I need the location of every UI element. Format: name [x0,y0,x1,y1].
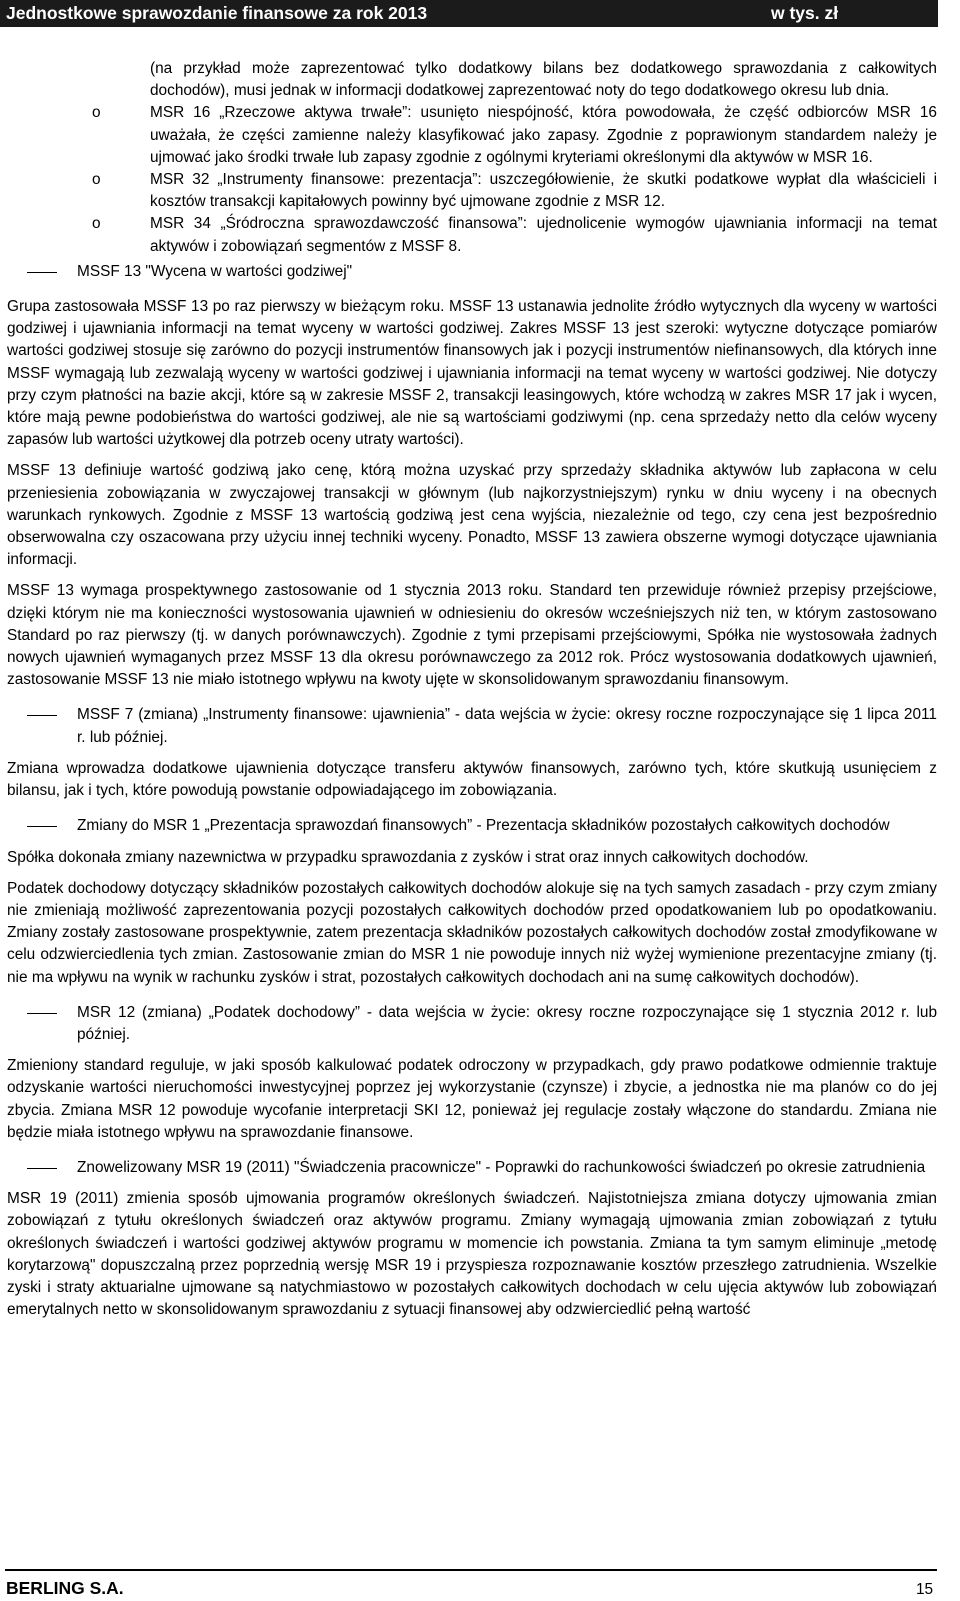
dash-marker [27,1168,57,1169]
dash-marker [27,826,57,827]
header-title: Jednostkowe sprawozdanie finansowe za rok 2013 [6,3,428,23]
list-item [7,102,937,169]
footer-divider [5,1569,937,1571]
footer-company: BERLING S.A. [6,1578,124,1598]
section-heading [7,704,937,748]
list-item-text: MSR 32 „Instrumenty finansowe: prezentacja”: uszczegółowienie, że skutki podatkowe wypłat dla właścicieli i kosztów transakcji kapitałowych powinny być ujmowane zgodnie z MSR 12. [150,171,937,211]
list-bullet: o [92,215,101,233]
document-body [7,58,937,1321]
section-heading-text: Znowelizowany MSR 19 (2011) "Świadczenia pracownicze" - Poprawki do rachunkowości świadczeń po okresie zatrudnienia [77,1158,926,1176]
amendments-list [7,58,937,258]
list-item [7,213,937,257]
paragraph: Spółka dokonała zmiany nazewnictwa w przypadku sprawozdania z zysków i strat oraz innych całkowitych dochodów. [7,848,809,866]
section-heading [7,1002,937,1046]
list-bullet: o [92,104,101,122]
paragraph: Podatek dochodowy dotyczący składników pozostałych całkowitych dochodów alokuje się na tych samych zasadach - przy czym zmiany nie zmieniają możliwość zaprezentowania pozycji pozostałych całkowitych dochodów przed opodatkowaniem lub po opodatkowaniu. Zmiany zostały zastosowane prospektywnie, zatem prezentacja składników pozostałych całkowitych dochodów został zmodyfikowane w celu odzwierciedlenia tych zmian. Zastosowanie zmian do MSR 1 nie powoduje innych niż wyżej wymienione prezentacyjne zmiany (tj. nie ma wpływu na wynik w rachunku zysków i strat, pozostałych całkowitych dochodach ani na sumę całkowitych dochodów). [7,879,937,986]
dash-marker [27,715,57,716]
list-item [7,169,937,213]
page-header [0,0,938,27]
paragraph: Zmiana wprowadza dodatkowe ujawnienia dotyczące transferu aktywów finansowych, zarówno tych, które skutkują usunięciem z bilansu, jak i tych, które powodują powstanie odpowiadającego im zobowiązania. [7,759,937,800]
paragraph: Grupa zastosowała MSSF 13 po raz pierwszy w bieżącym roku. MSSF 13 ustanawia jednolite źródło wytycznych dla wyceny w wartości godziwej i ujawniania informacji na temat wyceny w wartości godziwej. Zakres MSSF 13 jest szeroki: wytyczne dotyczące pomiarów wartości godziwej stosuje się zarówno do pozycji instrumentów finansowych jak i pozycji instrumentów niefinansowych, dla których inne MSSF wymagają lub zezwalają wyceny w wartości godziwej i ujawniania informacji na temat wyceny w wartości godziwej. Nie dotyczy przy czym płatności na bazie akcji, które są w zakresie MSSF 2, transakcji leasingowych, które wchodzą w zakres MSR 17 jak i wycen, które mają pewne podobieństwa do wartości godziwej, ale nie są wartościami godziwymi (np. cena sprzedaży netto dla celów wyceny zapasów lub wartości użytkowej dla potrzeb oceny utraty wartości). [7,298,937,449]
section-heading [7,1157,937,1179]
page-number: 15 [916,1581,934,1598]
section-heading-text: MSSF 13 "Wycena w wartości godziwej" [77,262,353,280]
section-heading [7,815,937,837]
section-heading-text: Zmiany do MSR 1 „Prezentacja sprawozdań finansowych” - Prezentacja składników pozostałych całkowitych dochodów [77,817,890,835]
list-item-text: MSR 34 „Śródroczna sprawozdawczość finansowa”: ujednolicenie wymogów ujawniania informacji na temat aktywów i zobowiązań segmentów z MSSF 8. [150,215,937,255]
paragraph: MSSF 13 definiuje wartość godziwą jako cenę, którą można uzyskać przy sprzedaży składnika aktywów lub zapłacona w celu przeniesienia zobowiązania w zwyczajowej transakcji w głównym (lub najkorzystniejszym) rynku w dniu wyceny i na obecnych warunkach rynkowych. Zgodnie z MSSF 13 wartością godziwą jest cena wyjścia, niezależnie od tego, czy cena jest bezpośrednio obserwowalna czy oszacowana przy użyciu innej techniki wyceny. Ponadto, MSSF 13 zawiera obszerne wymogi dotyczące ujawniania informacji. [7,462,937,569]
paragraph: MSSF 13 wymaga prospektywnego zastosowanie od 1 stycznia 2013 roku. Standard ten przewiduje również przepisy przejściowe, dzięki którym nie ma konieczności wystosowania ujawnień w odniesieniu do okresów wcześniejszych niż ten, w którym zastosowano Standard po raz pierwszy (tj. w danych porównawczych). Zgodnie z tymi przepisami przejściowymi, Spółka nie wystosowała żadnych nowych ujawnień wymaganych przez MSSF 13 dla okresu porównawczego za 2012 rok. Prócz wystosowania dodatkowych ujawnień, zastosowanie MSSF 13 nie miało istotnego wpływu na kwoty ujęte w skonsolidowanym sprawozdaniu finansowym. [7,582,937,689]
section-heading-text: MSSF 7 (zmiana) „Instrumenty finansowe: ujawnienia” - data wejścia w życie: okresy roczne rozpoczynające się 1 lipca 2011 r. lub później. [77,706,937,746]
dash-marker [27,1013,57,1014]
section-heading-text: MSR 12 (zmiana) „Podatek dochodowy” - data wejścia w życie: okresy roczne rozpoczynające się 1 stycznia 2012 r. lub później. [77,1003,937,1043]
list-bullet: o [92,171,101,189]
dash-marker [27,272,57,273]
list-item [7,58,937,102]
paragraph: Zmieniony standard reguluje, w jaki sposób kalkulować podatek odroczony w przypadkach, gdy prawo podatkowe odmiennie traktuje odzyskanie wartości nieruchomości inwestycyjnej poprzez jej wykorzystanie (czynsze) i zbycie, a jednostka nie ma planów co do jej zbycia. Zmiana MSR 12 powoduje wycofanie interpretacji SKI 12, ponieważ jej regulacje zostały włączone do standardu. Zmiana nie będzie miała istotnego wpływu na sprawozdanie finansowe. [7,1057,937,1141]
list-item-text: MSR 16 „Rzeczowe aktywa trwałe”: usunięto niespójność, która powodowała, że część odbiorców MSR 16 uważała, że części zamienne należy klasyfikować jako zapasy. Zgodnie z poprawionym standardem należy je ujmować jako środki trwałe lub zapasy zgodnie z ogólnymi kryteriami określonymi dla aktywów w MSR 16. [150,104,937,166]
header-unit: w tys. zł [771,3,839,23]
paragraph: MSR 19 (2011) zmienia sposób ujmowania programów określonych świadczeń. Najistotniejsza zmiana dotyczy ujmowania zmian zobowiązań z tytułu określonych świadczeń oraz aktywów programu. Zmiany wymagają ujmowania zmian zobowiązań z tytułu określonych świadczeń i wartości godziwej aktywów programu w momencie ich powstania. Zmiana ta tym samym eliminuje „metodę korytarzową" dopuszczalną przez poprzednią wersję MSR 19 i przyspiesza rozpoznawanie kosztów przeszłego zatrudnienia. Wszelkie zyski i straty aktuarialne ujmowane są natychmiastowo w pozostałych całkowitych dochodach w celu ujęcia aktywów lub zobowiązań emerytalnych netto w skonsolidowanym sprawozdaniu z sytuacji finansowej aby odzwierciedlić pełną wartość [7,1190,937,1319]
section-heading [7,261,937,283]
list-item-text: (na przykład może zaprezentować tylko dodatkowy bilans bez dodatkowego sprawozdania z całkowitych dochodów), musi jednak w informacji dodatkowej zaprezentować noty do tego dodatkowego okresu lub dnia. [150,60,937,100]
